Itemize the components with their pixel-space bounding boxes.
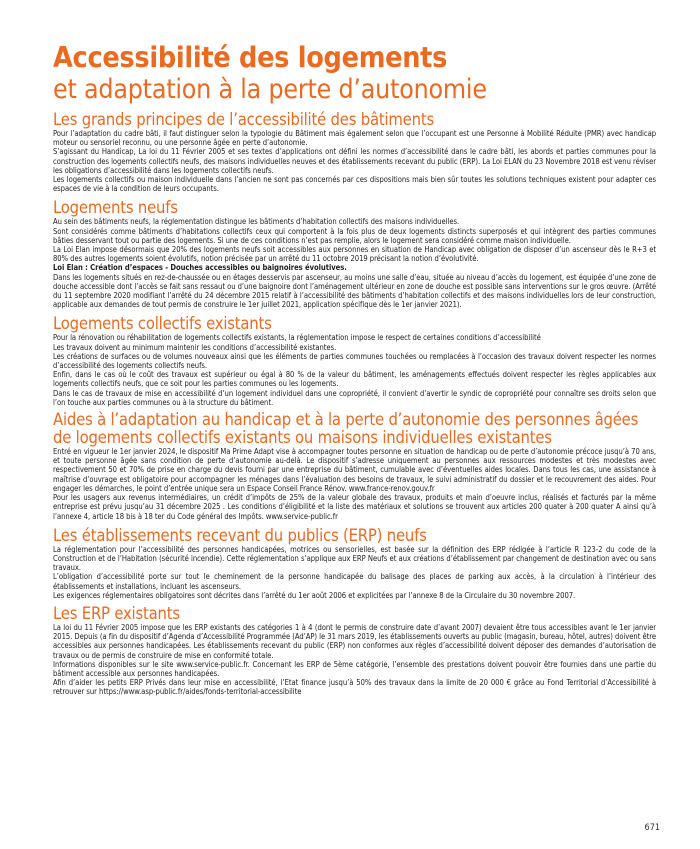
paragraph: Informations disponibles sur le site www.service-public.fr. Concernant les ERP de 5ème catégorie, l’ensemble des prestations doivent pouvoir être fournies dans une partie du bâtiment accessible aux personnes handicapées. <box>53 659 656 678</box>
paragraph: Enfin, dans le cas où le coût des travaux est supérieur ou égal à 80 % de la valeur du bâtiment, les aménagements effectués doivent respecter les règles applicables aux logements collectifs neufs, que ce soit pour les parties communes ou les logements. <box>53 370 656 389</box>
paragraph: La réglementation pour l’accessibilité des personnes handicapées, motrices ou sensorielles, est basée sur la définition des ERP rédigée à l’article R 123-2 du code de la Construction et de l’Habitation (sécurité incendie). Cette réglementation s’applique aux ERP Neufs et aux créations d’établissement par changement de destination avec ou sans travaux. <box>53 544 656 573</box>
paragraph: Entré en vigueur le 1er janvier 2024, le dispositif Ma Prime Adapt vise à accompagner toutes personne en situation de handicap ou de perte d’autonomie précoce jusqu’à 70 ans, et toute personne âgée sans condition de perte d’autonomie au-delà. Le dispositif s’adresse uniquement au personnes aux ressources modestes et très modestes avec respectivement 50 et 70% de prise en charge du devis fourni par une entreprise du bâtiment, cumulable avec d’éventuelles aides locales. Dans tous les cas, une assistance à maîtrise d’ouvrage est obligatoire pour accompagner les ménages dans l’évaluation des besoins de travaux, le suivi administratif du dossier et le recouvrement des aides. Pour engager les démarches, le point d’entrée unique sera un Espace Conseil France Rénov. www.france-renov.gouv.fr <box>53 447 656 493</box>
section-heading-aides: Aides à l’adaptation au handicap et à la perte d’autonomie des personnes âgées de logements collectifs existants ou maisons individuelles existantes <box>53 410 639 448</box>
section-heading-collectifs-existants: Logements collectifs existants <box>53 314 272 334</box>
paragraph: Afin d’aider les petits ERP Privés dans leur mise en accessibilité, l’Etat finance jusqu’à 50% des travaux dans la limite de 20 000 € grâce au Fond Territorial d’Accessibilité à retrouver sur https://www.asp-public.fr/aides/fonds-territorial-accessibilite <box>53 678 656 697</box>
paragraph: La loi du 11 Février 2005 impose que les ERP existants des catégories 1 à 4 (dont le permis de construire date d’avant 2007) devaient être tous accessibles avant le 1er janvier 2015. Depuis (a fin du dispositif d’Agenda d’Accessibilité Programmée (Ad’AP) le 31 mars 2019, les établissements ouverts au public (magasin, bureau, hôtel, autres) doivent être accessibles aux personnes handicapées. Les établissements recevant du public (ERP) non conformes aux règles d’accessibilité doivent déposer des demandes d’autorisation de travaux ou de permis de construire de mise en conformité totale. <box>53 622 656 660</box>
page-content <box>53 42 656 697</box>
paragraph: S’agissant du Handicap, La loi du 11 Février 2005 et ses textes d’applications ont défini les normes d’accessibilité dans le cadre bâti, les abords et parties communes pour la construction des logements collectifs neufs, des maisons individuelles neuves et des établissements recevant du public (ERP). La Loi ELAN du 23 Novembre 2018 est venu réviser les obligations d’accessibilité dans les logements collectifs neufs. <box>53 147 656 175</box>
paragraph: L’obligation d’accessibilité porte sur tout le cheminement de la personne handicapée du balisage des places de parking aux accès, à la circulation à l’intérieur des établissements et installations, incluant les ascenseurs. <box>53 572 656 591</box>
paragraph: Sont considérés comme bâtiments d’habitations collectifs ceux qui comportent à la fois plus de deux logements distincts superposés et qui intègrent des parties communes bâties desservant tout ou partie des logements. Si une de ces conditions n’est pas remplie, alors le logement sera considéré comme maison individuelle. <box>53 226 656 245</box>
paragraph: Dans le cas de travaux de mise en accessibilité d’un logement individuel dans une copropriété, il convient d’avertir le syndic de copropriété pour connaître ses droits selon que l’on touche aux parties communes ou à la structure du bâtiment. <box>53 388 656 407</box>
paragraph: Les exigences réglementaires obligatoires sont décrites dans l’arrêté du 1er août 2006 et explicitées par l’annexe 8 de la Circulaire du 30 novembre 2007. <box>53 590 576 600</box>
paragraph: Pour l’adaptation du cadre bâti, il faut distinguer selon la typologie du Bâtiment mais également selon que l’occupant est une Personne à Mobilité Réduite (PMR) avec handicap moteur ou sensoriel reconnu, ou une personne âgée en perte d’autonomie. <box>53 129 656 148</box>
paragraph: Les créations de surfaces ou de volumes nouveaux ainsi que les éléments de parties communes touchées ou remplacées à l’occasion des travaux doivent respecter les normes d’accessibilité des logements collectifs neufs. <box>53 351 656 371</box>
section-heading-erp-neufs: Les établissements recevant du publics (ERP) neufs <box>53 525 427 545</box>
page-number: 671 <box>644 823 660 833</box>
paragraph: Pour les usagers aux revenus intermédiaires, un crédit d’impôts de 25% de la valeur globale des travaux, produits et main d’oeuvre inclus, réalisés et facturés par la même entreprise est prévu jusqu’au 31 décembre 2025 . Les conditions d’éligibilité et la liste des matériaux et solutions se trouvent aux articles 200 quater à 200 quater A ainsi qu’à l’annexe 4, article 18 bis à 18 ter du Code général des Impôts. www.service-public.fr <box>53 493 656 521</box>
section-heading-principes: Les grands principes de l’accessibilité des bâtiments <box>53 110 434 129</box>
paragraph: Pour la rénovation ou réhabilitation de logements collectifs existants, la réglementation impose le respect de certaines conditions d’accessibilité <box>53 333 541 343</box>
section-heading-erp-existants: Les ERP existants <box>53 603 180 623</box>
paragraph: La Loi Elan impose désormais que 20% des logements neufs soit accessibles aux personnes en situation de Handicap avec obligation de disposer d’un ascenseur dès le R+3 et 80% des autres logements soient évolutifs, notion précisée par un arrêté du 11 octobre 2019 précisant la notion d’évolutivité. <box>53 245 656 264</box>
paragraph-bold: Loi Elan : Création d’espaces - Douches accessibles ou baignoires évolutives. <box>53 263 347 273</box>
paragraph: Dans les logements situés en rez-de-chaussée ou en étages desservis par ascenseur, au moins une salle d’eau, située au niveau d’accès du logement, est équipée d’une zone de douche accessible dont l’accès se fait sans ressaut ou d’une baignoire dont l’aménagement ultérieur en zone de douche est possible sans interventions sur le gros œuvre. (Arrêté du 11 septembre 2020 modifiant l’arrêté du 24 décembre 2015 relatif à l’accessibilité des bâtiments d’habitation collectifs et des maisons individuelles lors de leur construction, applicable aux demandes de tout permis de construire le 1er juillet 2021, application spécifique dès le 1er janvier 2021). <box>53 272 656 310</box>
page-subtitle: et adaptation à la perte d’autonomie <box>53 74 487 105</box>
paragraph: Les logements collectifs ou maison individuelle dans l’ancien ne sont pas concernés par ces dispositions mais bien sûr toutes les solutions techniques existent pour adapter ces espaces de vie à la condition de leurs occupants. <box>53 175 656 194</box>
section-heading-logements-neufs: Logements neufs <box>53 198 178 218</box>
page-title: Accessibilité des logements <box>53 41 448 74</box>
paragraph: Les travaux doivent au minimum maintenir les conditions d’accessibilité existantes. <box>53 342 337 352</box>
paragraph: Au sein des bâtiments neufs, la réglementation distingue les bâtiments d’habitation collectifs des maisons individuelles. <box>53 217 460 227</box>
